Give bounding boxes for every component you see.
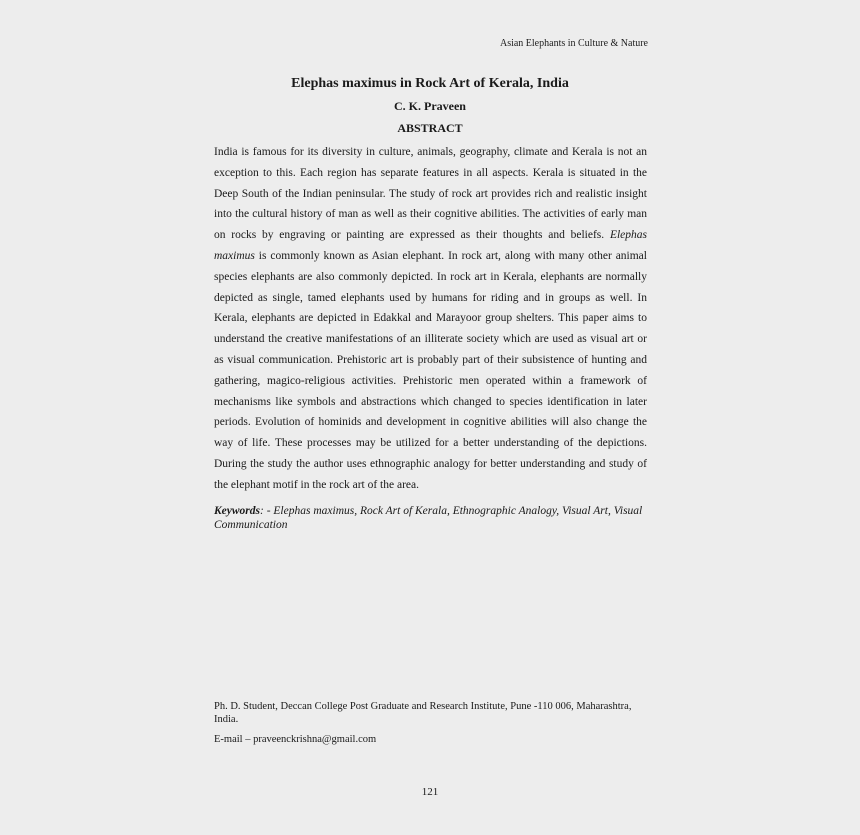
page-number: 121 bbox=[421, 786, 439, 798]
keywords-label: Keywords bbox=[214, 505, 260, 517]
abstract-body bbox=[214, 142, 647, 496]
author-email: E-mail – praveenckrishna@gmail.com bbox=[214, 734, 377, 745]
author-name: C. K. Praveen bbox=[394, 99, 466, 113]
abstract-species-name: Elephas maximus bbox=[214, 229, 648, 262]
abstract-heading: ABSTRACT bbox=[397, 121, 463, 135]
author-affiliation: Ph. D. Student, Deccan College Post Graduate and Research Institute, Pune -110 006, Maharashtra, India. bbox=[214, 701, 632, 725]
abstract-text-part2: is commonly known as Asian elephant. In rock art, along with many other animal species elephants are also commonly depicted. In rock art in Kerala, elephants are normally depicted as single, tamed elephants used by humans for riding and in groups as well. In Kerala, elephants are depicted in Edakkal and Marayoor group shelters. This paper aims to understand the creative manifestations of an illiterate society which are used as visual art or as visual communication. Prehistoric art is probably part of their subsistence of hunting and gathering, magico-religious activities. Prehistoric men operated within a framework of mechanisms like symbols and abstractions which changed to species identification in later periods. Evolution of hominids and development in cognitive abilities will also change the way of life. These processes may be utilized for a better understanding of the depictions. During the study the author uses ethnographic analogy for better understanding and study of the elephant motif in the rock art of the area. bbox=[214, 249, 647, 491]
keywords-list: : - Elephas maximus, Rock Art of Kerala, Ethnographic Analogy, Visual Art, Visual Communication bbox=[214, 505, 643, 531]
abstract-text-part1: India is famous for its diversity in culture, animals, geography, climate and Kerala is not an exception to this. Each region has separate features in all aspects. Kerala is situated in the Deep South of the Indian peninsular. The study of rock art provides rich and realistic insight into the cultural history of man as well as their cognitive abilities. The activities of early man on rocks by engraving or painting are expressed as their thoughts and beliefs. bbox=[214, 146, 647, 242]
keywords bbox=[214, 504, 647, 532]
running-header: Asian Elephants in Culture & Nature bbox=[499, 38, 648, 49]
paper-title: Elephas maximus in Rock Art of Kerala, India bbox=[291, 76, 569, 91]
